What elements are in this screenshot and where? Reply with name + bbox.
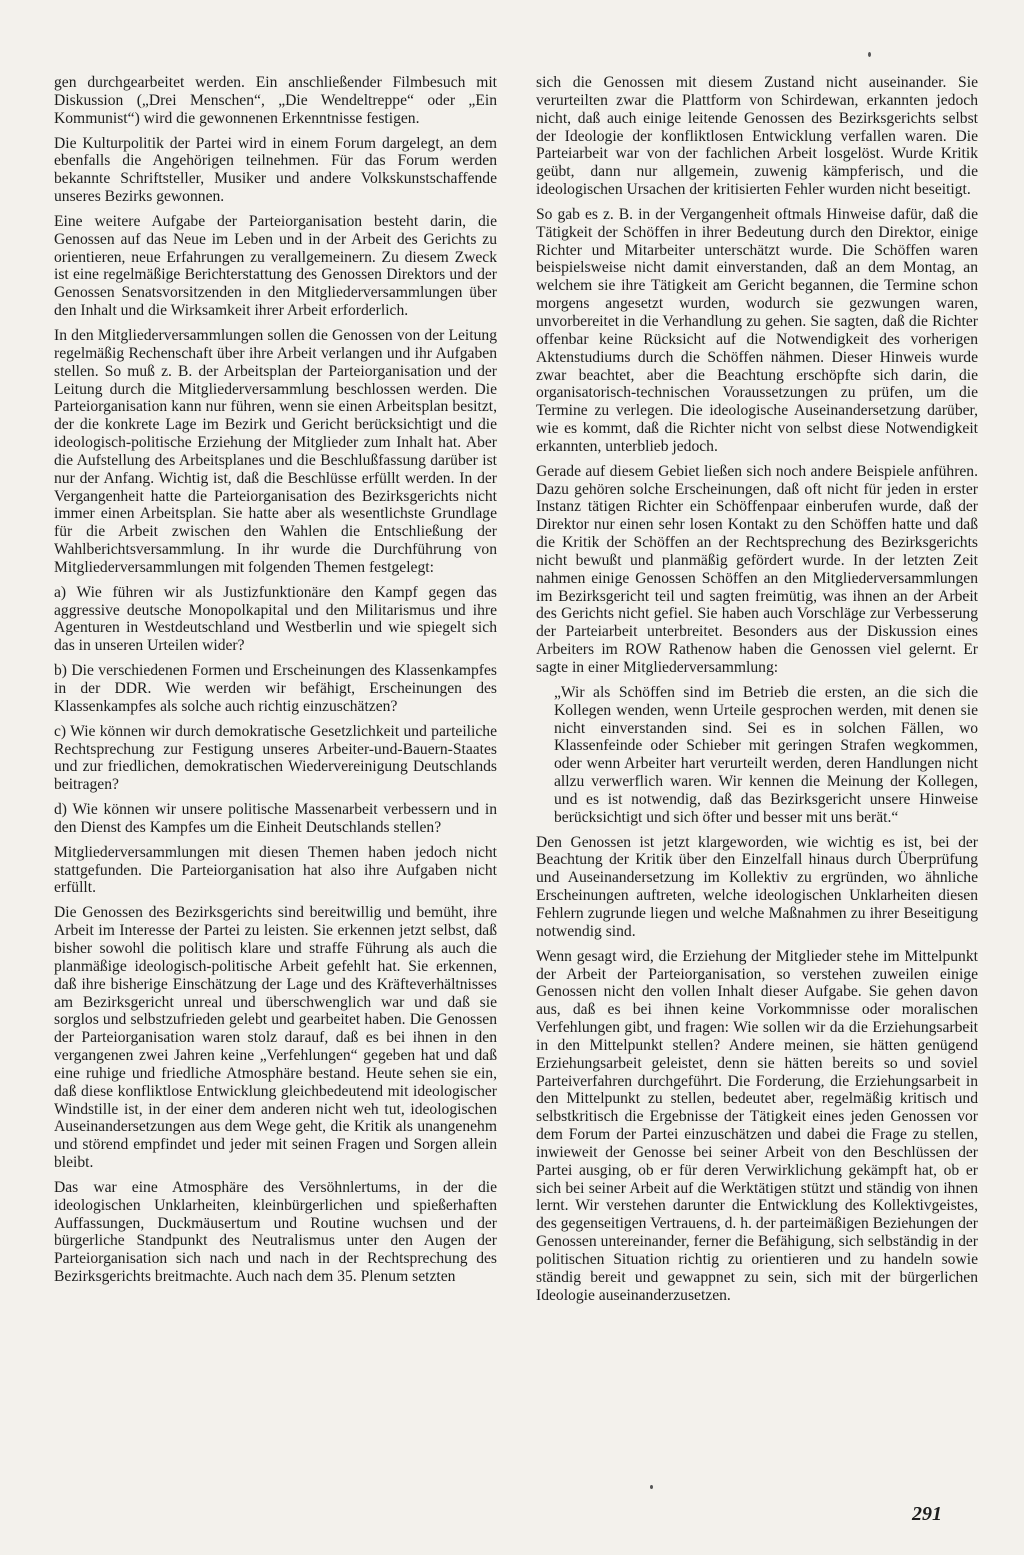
page-number: 291 — [912, 1503, 942, 1525]
paragraph: sich die Genossen mit diesem Zustand nicht auseinander. Sie verurteilten zwar die Plattform von Schirdewan, erkannten jedoch nicht, daß auch einige leitende Genossen des Bezirksgerichts selbst der Ideologie der konfliktlosen Entwicklung verfallen waren. Die Parteiarbeit war von der fachlichen Arbeit losgelöst. Wurde Kritik geübt, dann nur allgemein, zuwenig kämpferisch, und die ideologischen Ursachen der kritisierten Fehler wurden nicht beseitigt. — [536, 74, 978, 199]
paragraph: Eine weitere Aufgabe der Parteiorganisation besteht darin, die Genossen auf das Neue im Leben und in der Arbeit des Gerichts zu orientieren, neue Erfahrungen zu verallgemeinern. Zu diesem Zweck ist eine regelmäßige Berichterstattung des Genossen Direktors und der Genossen Senatsvorsitzenden in den Mitgliederversammlungen über den Inhalt und die Wirksamkeit ihrer Arbeit erforderlich. — [54, 212, 497, 320]
print-speck — [868, 52, 871, 57]
left-column — [54, 74, 497, 1293]
list-item-d: d) Wie können wir unsere politische Massenarbeit verbessern und in den Dienst des Kampfes um die Einheit Deutschlands stellen? — [54, 801, 497, 836]
paragraph: In den Mitgliederversammlungen sollen die Genossen von der Leitung regelmäßig Rechenschaft über ihre Arbeit verlangen und ihr Aufgaben stellen. So muß z. B. der Arbeitsplan der Parteiorganisation und der Leitung durch die Mitgliederversammlung beschlossen werden. Die Parteiorganisation kann nur führen, wenn sie einen Arbeitsplan besitzt, der die konkrete Lage im Bezirk und Gericht berücksichtigt und die ideologisch-politische Erziehung der Mitglieder zum Inhalt hat. Aber die Aufstellung des Arbeitsplanes und die Beschlußfassung darüber ist nur der Anfang. Wichtig ist, daß die Beschlüsse erfüllt werden. In der Vergangenheit hatte die Parteiorganisation des Bezirksgerichts nicht immer einen Arbeitsplan. Sie hatte aber als wesentlichste Grundlage für die Arbeit zwischen den Wahlen die Entschließung der Wahlberichtsversammlung. In ihr wurde die Durchführung von Mitgliederversammlungen mit folgenden Themen festgelegt: — [54, 326, 497, 576]
list-item-a: a) Wie führen wir als Justizfunktionäre den Kampf gegen das aggressive deutsche Monopolkapital und den Militarismus und ihre Agenturen in Westdeutschland und Westberlin und wie spiegelt sich das in unseren Urteilen wider? — [54, 583, 497, 655]
paragraph: Gerade auf diesem Gebiet ließen sich noch andere Beispiele anführen. Dazu gehören solche Erscheinungen, daß oft nicht für jeden in erster Instanz tätigen Richter ein Schöffenpaar einberufen wurde, daß der Direktor nur einen sehr losen Kontakt zu den Schöffen hatte und daß die Kritik der Schöffen an der Rechtsprechung des Bezirksgerichts nicht bewußt und planmäßig gefördert wurde. In der letzten Zeit nahmen einige Genossen Schöffen an den Mitgliederversammlungen im Bezirksgericht teil und sagten freimütig, was ihnen an der Arbeit des Gerichts nicht gefiel. Sie haben auch Vorschläge zur Verbesserung der Parteiarbeit unterbreitet. Besonders aus der Diskussion eines Arbeiters im ROW Rathenow haben die Genossen viel gelernt. Er sagte in einer Mitgliederversammlung: — [536, 462, 978, 676]
paragraph: So gab es z. B. in der Vergangenheit oftmals Hinweise dafür, daß die Tätigkeit der Schöffen in ihrer Bedeutung durch den Direktor, einige Richter und Mitarbeiter unterschätzt wurde. Die Schöffen waren beispielsweise nicht damit einverstanden, daß an dem Montag, an welchem sie ihre Tätigkeit am Gericht begannen, die Termine schon morgens angesetzt wurden, wodurch sie gezwungen waren, unvorbereitet in die Verhandlung zu gehen. Sie sagten, daß die Richter offenbar keine Rücksicht auf die Notwendigkeit des vorherigen Aktenstudiums durch die Schöffen nähmen. Dieser Hinweis wurde zwar beachtet, aber die Beachtung erschöpfte sich darin, die organisatorisch-technischen Voraussetzungen zu prüfen, um die Termine zu verlegen. Die ideologische Auseinandersetzung darüber, wie es kommt, daß die Richter nicht von selbst diese Notwendigkeit erkannten, unterblieb jedoch. — [536, 205, 978, 455]
paragraph: Wenn gesagt wird, die Erziehung der Mitglieder stehe im Mittelpunkt der Arbeit der Parteiorganisation, so verstehen zuweilen einige Genossen nicht den vollen Inhalt dieser Aufgabe. Sie gehen davon aus, daß es bei ihnen keine Vorkommnisse oder moralischen Verfehlungen gibt, und fragen: Wie sollen wir da die Erziehungsarbeit in den Mittelpunkt stellen? Andere meinen, sie hätten genügend Erziehungsarbeit geleistet, denn sie hätten bereits so und soviel Parteiverfahren durchgeführt. Die Forderung, die Erziehungsarbeit in den Mittelpunkt zu stellen, bedeutet aber, regelmäßig kritisch und selbstkritisch die Ergebnisse der Tätigkeit eines jeden Genossen vor dem Forum der Partei einzuschätzen und dabei die Frage zu stellen, inwieweit der Genosse bei seiner Arbeit von den Beschlüssen der Partei ausging, ob er für deren Verwirklichung gekämpft hat, ob er sich bei seiner Arbeit auf die Werktätigen stützt und ständig von ihnen lernt. Wir verstehen darunter die Entwicklung des Kollektivgeistes, des gegenseitigen Vertrauens, d. h. der parteimäßigen Beziehungen der Genossen untereinander, ferner die Befähigung, sich selbständig in der politischen Situation richtig zu orientieren und zu handeln sowie ständig bereit und gewappnet zu sein, sich mit der bürgerlichen Ideologie auseinanderzusetzen. — [536, 947, 978, 1304]
paragraph: gen durchgearbeitet werden. Ein anschließender Filmbesuch mit Diskussion („Drei Menschen“, „Die Wendeltreppe“ oder „Ein Kommunist“) wird die gewonnenen Erkenntnisse festigen. — [54, 74, 497, 127]
list-item-b: b) Die verschiedenen Formen und Erscheinungen des Klassenkampfes in der DDR. Wie werden wir befähigt, Erscheinungen des Klassenkampfes als solche auch richtig einzuschätzen? — [54, 662, 497, 715]
right-column — [536, 74, 978, 1312]
paragraph: Die Genossen des Bezirksgerichts sind bereitwillig und bemüht, ihre Arbeit im Interesse der Partei zu leisten. Sie erkennen jetzt selbst, daß bisher sowohl die politisch klare und straffe Führung als auch die planmäßige ideologisch-politische Arbeit gefehlt hat. Sie erkennen, daß ihre bisherige Einschätzung der Lage und des Kräfteverhältnisses am Bezirksgericht unreal und überschwenglich war und daß sie sorglos und selbstzufrieden gelebt und gearbeitet haben. Die Genossen der Parteiorganisation waren stolz darauf, daß es bei ihnen in den vergangenen zwei Jahren keine „Verfehlungen“ gegeben hat und daß eine ruhige und friedliche Atmosphäre bestand. Heute sehen sie ein, daß diese konfliktlose Entwicklung gleichbedeutend mit ideologischer Windstille ist, in der einer dem anderen nicht weh tut, ideologischen Auseinandersetzungen aus dem Wege geht, die Kritik als unangenehm und störend empfindet und jeder mit seinen Fragen und Sorgen allein bleibt. — [54, 904, 497, 1172]
paragraph: Die Kulturpolitik der Partei wird in einem Forum dargelegt, an dem ebenfalls die Angehörigen teilnehmen. Für das Forum werden bekannte Schriftsteller, Musiker und andere Volkskunstschaffende unseres Bezirks gewonnen. — [54, 134, 497, 206]
list-item-c: c) Wie können wir durch demokratische Gesetzlichkeit und parteiliche Rechtsprechung zur Festigung unseres Arbeiter-und-Bauern-Staates und zur friedlichen, demokratischen Wiedervereinigung Deutschlands beitragen? — [54, 722, 497, 794]
quotation: „Wir als Schöffen sind im Betrieb die ersten, an die sich die Kollegen wenden, wenn Urteile gesprochen werden, mit denen sie nicht einverstanden sind. Sei es in solchen Fällen, wo Klassenfeinde oder Schieber mit geringen Strafen wegkommen, oder wenn Arbeiter hart verurteilt werden, deren Handlungen nicht allzu verwerflich waren. Wir kennen die Meinung der Kollegen, und es ist notwendig, daß das Bezirksgericht unsere Hinweise berücksichtigt und sich öfter und besser mit uns berät.“ — [554, 683, 978, 826]
paragraph: Das war eine Atmosphäre des Versöhnlertums, in der die ideologischen Unklarheiten, kleinbürgerlichen und spießerhaften Auffassungen, Duckmäusertum und Routine wuchsen und der bürgerliche Standpunkt des Neutralismus unter den Augen der Parteiorganisation sich nach und nach in der Rechtsprechung des Bezirksgerichts breitmachte. Auch nach dem 35. Plenum setzten — [54, 1178, 497, 1286]
paragraph: Den Genossen ist jetzt klargeworden, wie wichtig es ist, bei der Beachtung der Kritik über den Einzelfall hinaus durch Überprüfung und Auseinandersetzung im Kollektiv zu ergründen, wo ähnliche Erscheinungen auftreten, welche ideologischen Unklarheiten diesen Fehlern zugrunde liegen und welche Maßnahmen zu ihrer Beseitigung notwendig sind. — [536, 833, 978, 940]
print-speck — [650, 1485, 653, 1489]
paragraph: Mitgliederversammlungen mit diesen Themen haben jedoch nicht stattgefunden. Die Parteiorganisation hat also ihre Aufgaben nicht erfüllt. — [54, 843, 497, 897]
